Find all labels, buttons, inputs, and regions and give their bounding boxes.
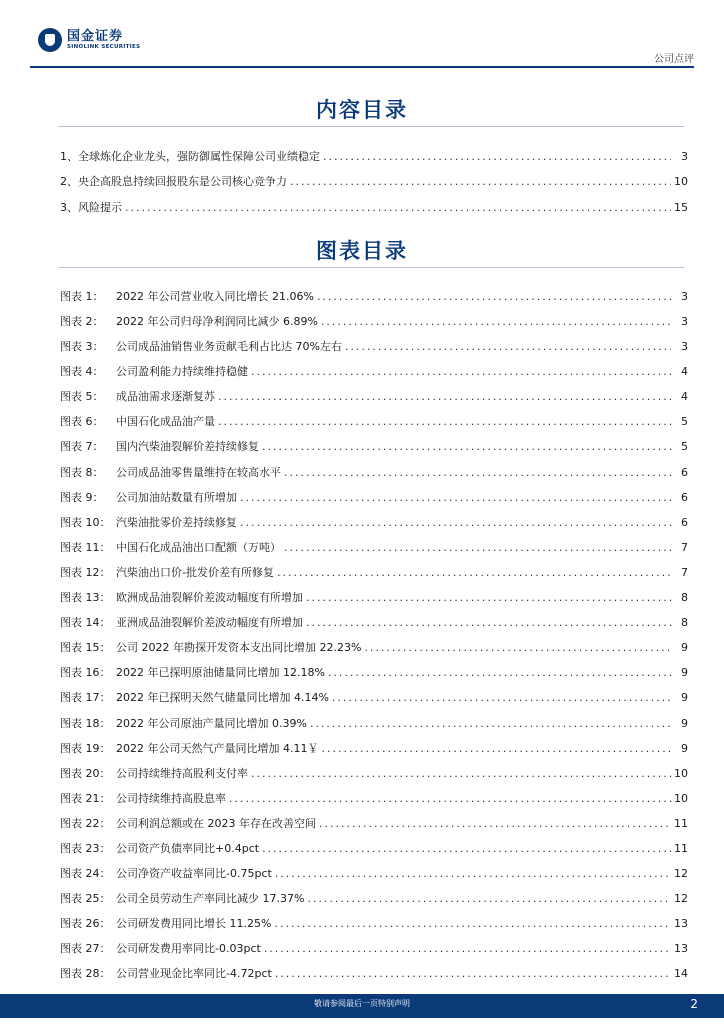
figure-entry-id: 图表 22： [60, 816, 111, 830]
toc-entry-page: 3 [681, 150, 688, 164]
figure-entry-id: 图表 8： [60, 465, 104, 479]
leader-dots [262, 440, 671, 453]
figure-entry-id: 图表 18： [60, 716, 111, 730]
figure-entry[interactable] [60, 705, 688, 730]
page-number: 2 [690, 997, 698, 1011]
leader-dots [328, 666, 671, 679]
figure-entry[interactable] [60, 454, 688, 479]
figure-entry-text: 公司净资产收益率同比-0.75pct [116, 867, 272, 881]
leader-dots [240, 491, 671, 504]
figures-title: 图表目录 [316, 238, 408, 263]
figure-entry-text: 公司资产负债率同比+0.4pct [116, 841, 260, 855]
figure-entry-label [60, 340, 342, 353]
leader-dots [307, 892, 671, 905]
header-divider [30, 66, 694, 68]
figure-entry-id: 图表 23： [60, 841, 111, 855]
leader-dots [275, 967, 671, 980]
figure-entry[interactable] [60, 554, 688, 579]
figure-entry-page: 9 [681, 641, 688, 655]
figure-entry-page: 9 [681, 691, 688, 705]
figure-entry-text: 公司研发费用率同比-0.03pct [116, 942, 261, 956]
figure-entry-id: 图表 5： [60, 390, 104, 404]
toc-entry[interactable] [60, 189, 688, 214]
figure-entry-page: 7 [681, 565, 688, 579]
figure-entry-id: 图表 10： [60, 515, 111, 529]
figure-entry-text: 公司成品油零售量维持在较高水平 [116, 465, 281, 479]
figure-entry-label [60, 842, 259, 855]
leader-dots [240, 516, 671, 529]
figure-entry-label [60, 365, 248, 378]
figure-entry[interactable] [60, 855, 688, 880]
figure-entry[interactable] [60, 378, 688, 403]
logo-company-name-en: SINOLINK SECURITIES [67, 43, 141, 50]
figure-entry-label [60, 491, 237, 504]
figure-entry-label [60, 892, 304, 905]
figure-entry-label [60, 917, 271, 930]
figure-entry-text: 公司营业现金比率同比-4.72pct [116, 967, 272, 981]
figure-entry-text: 公司全员劳动生产率同比减少 17.37% [116, 892, 305, 906]
figure-entry-label [60, 466, 281, 479]
figure-entry-label [60, 616, 303, 629]
figure-entry[interactable] [60, 654, 688, 679]
toc-entry[interactable] [60, 138, 688, 163]
figure-entry-label [60, 742, 318, 755]
figure-entry-id: 图表 13： [60, 591, 111, 605]
figure-entry-page: 9 [681, 741, 688, 755]
figure-entry-page: 13 [674, 917, 688, 931]
figure-entry[interactable] [60, 278, 688, 303]
figure-entry-page: 11 [674, 841, 688, 855]
leader-dots [218, 390, 671, 403]
figure-entry-text: 中国石化成品油产量 [116, 415, 215, 429]
leader-dots [262, 842, 671, 855]
figure-entry[interactable] [60, 529, 688, 554]
figure-entry-id: 图表 2： [60, 315, 104, 328]
figure-entry-label [60, 942, 261, 955]
figure-entry-text: 2022 年已探明天然气储量同比增加 4.14% [116, 691, 329, 705]
figure-entry-id: 图表 21： [60, 791, 111, 805]
figure-entry[interactable] [60, 303, 688, 328]
figure-entry-id: 图表 14： [60, 616, 111, 630]
figure-entry-page: 9 [681, 716, 688, 730]
figure-entry-id: 图表 3： [60, 340, 104, 354]
toc-entry-page: 10 [674, 175, 688, 189]
figure-entry[interactable] [60, 579, 688, 604]
figure-entry-label [60, 541, 281, 554]
toc-title: 内容目录 [316, 97, 408, 122]
figure-entry[interactable] [60, 353, 688, 378]
leader-dots [229, 792, 671, 805]
leader-dots [306, 616, 671, 629]
figure-entry-id: 图表 17： [60, 691, 111, 705]
leader-dots [317, 290, 671, 303]
figure-entry[interactable] [60, 930, 688, 955]
footer-disclaimer: 敬请参阅最后一页特别声明 [314, 999, 410, 1008]
figure-entry-id: 图表 15： [60, 641, 111, 655]
leader-dots [310, 717, 671, 730]
figure-entry-page: 4 [681, 390, 688, 404]
figure-entry-id: 图表 20： [60, 766, 111, 780]
contents-list [60, 138, 688, 214]
figure-entry-page: 13 [674, 942, 688, 956]
figure-entry-page: 4 [681, 365, 688, 379]
figure-entry-id: 图表 19： [60, 741, 111, 755]
figure-entry-page: 3 [681, 315, 688, 328]
figure-entry-text: 公司持续维持高股息率 [116, 791, 226, 805]
leader-dots [321, 315, 671, 328]
figure-entry-label [60, 440, 259, 453]
figure-entry-text: 2022 年公司营业收入同比增长 21.06% [116, 289, 314, 303]
figure-entry-page: 10 [674, 766, 688, 780]
figure-entry-id: 图表 28： [60, 967, 111, 981]
figure-entry-label [60, 290, 314, 303]
figure-entry-label [60, 666, 325, 679]
figure-entry-label [60, 717, 307, 730]
figure-entry-label [60, 767, 248, 780]
figure-entry-label [60, 792, 226, 805]
figure-entry[interactable] [60, 880, 688, 905]
figure-entry-label [60, 591, 303, 604]
figure-entry-text: 公司盈利能力持续维持稳健 [116, 365, 248, 379]
logo-text [67, 30, 140, 51]
figure-entry-page: 8 [681, 616, 688, 630]
leader-dots [277, 566, 671, 579]
figure-entry-text: 成品油需求逐渐复苏 [116, 390, 215, 404]
figure-entry[interactable] [60, 479, 688, 504]
figure-entry-id: 图表 9： [60, 490, 104, 504]
leader-dots [218, 415, 671, 428]
figure-entry-text: 公司加油站数量有所增加 [116, 490, 237, 504]
figure-entry-label [60, 967, 272, 980]
figure-entry-text: 公司持续维持高股利支付率 [116, 766, 248, 780]
figure-entry-id: 图表 11： [60, 540, 111, 554]
figure-entry-label [60, 415, 215, 428]
leader-dots [125, 201, 671, 214]
leader-dots [306, 591, 671, 604]
figure-entry-page: 10 [674, 791, 688, 805]
figure-entry[interactable] [60, 780, 688, 805]
figure-entry-text: 国内汽柴油裂解价差持续修复 [116, 440, 259, 454]
figure-entry-page: 12 [674, 867, 688, 881]
toc-entry-page: 15 [674, 200, 688, 214]
leader-dots [345, 340, 671, 353]
figure-entry-id: 图表 1： [60, 289, 104, 303]
figure-entry-label [60, 817, 316, 830]
figure-entry[interactable] [60, 730, 688, 755]
leader-dots [274, 917, 671, 930]
figure-entry-id: 图表 4： [60, 365, 104, 379]
figure-entry-text: 中国石化成品油出口配额（万吨） [116, 540, 281, 554]
figure-entry-page: 5 [681, 415, 688, 429]
leader-dots [364, 641, 671, 654]
figure-entry-page: 6 [681, 465, 688, 479]
figure-entry-page: 14 [674, 967, 688, 981]
leader-dots [332, 691, 671, 704]
toc-entry-label: 1、全球炼化企业龙头，强防御属性保障公司业绩稳定 [60, 150, 320, 164]
figure-entry-page: 3 [681, 340, 688, 354]
leader-dots [323, 150, 671, 163]
figure-entry-text: 2022 年公司天然气产量同比增加 4.11￥ [116, 741, 319, 755]
toc-entry[interactable] [60, 163, 688, 188]
figure-entry-text: 汽柴油批零价差持续修复 [116, 515, 237, 529]
leader-dots [290, 175, 671, 188]
leader-dots [284, 541, 671, 554]
figure-entry[interactable] [60, 629, 688, 654]
figure-entry-id: 图表 6： [60, 415, 104, 429]
figure-entry-label [60, 566, 274, 579]
figure-entry[interactable] [60, 830, 688, 855]
figures-list [60, 278, 688, 981]
figure-entry[interactable] [60, 956, 688, 981]
document-type: 公司点评 [654, 54, 694, 65]
figure-entry-label [60, 315, 318, 328]
figure-entry-label [60, 516, 237, 529]
figure-entry[interactable] [60, 504, 688, 529]
footer-bar [0, 994, 724, 1018]
figure-entry[interactable] [60, 755, 688, 780]
leader-dots [251, 767, 671, 780]
figure-entry-label [60, 641, 361, 654]
figure-entry-page: 8 [681, 591, 688, 605]
figure-entry-id: 图表 7： [60, 440, 104, 454]
leader-dots [251, 365, 671, 378]
figure-entry-id: 图表 26： [60, 917, 111, 931]
leader-dots [321, 742, 671, 755]
figure-entry-id: 图表 25： [60, 892, 111, 906]
figure-entry-page: 9 [681, 666, 688, 680]
figure-entry[interactable] [60, 680, 688, 705]
figure-entry-id: 图表 16： [60, 666, 111, 680]
figure-entry-id: 图表 24： [60, 867, 111, 881]
toc-entry-label: 2、央企高股息持续回报股东是公司核心竞争力 [60, 175, 287, 189]
figure-entry[interactable] [60, 604, 688, 629]
figure-entry-text: 公司成品油销售业务贡献毛利占比达 70%左右 [116, 340, 342, 354]
figure-entry-page: 3 [681, 289, 688, 303]
figure-entry-text: 汽柴油出口价-批发价差有所修复 [116, 565, 274, 579]
figure-entry[interactable] [60, 328, 688, 353]
leader-dots [319, 817, 671, 830]
figure-entry-id: 图表 12： [60, 565, 111, 579]
figure-entry-page: 6 [681, 515, 688, 529]
leader-dots [284, 466, 671, 479]
leader-dots [264, 942, 671, 955]
figure-entry-text: 公司 2022 年勘探开发资本支出同比增加 22.23% [116, 641, 362, 655]
figure-entry-text: 公司利润总额或在 2023 年存在改善空间 [116, 816, 316, 830]
figure-entry-page: 11 [674, 816, 688, 830]
figure-entry[interactable] [60, 429, 688, 454]
leader-dots [275, 867, 671, 880]
figure-entry[interactable] [60, 905, 688, 930]
figures-title-divider [58, 267, 684, 268]
figure-entry-label [60, 691, 329, 704]
figure-entry-page: 7 [681, 540, 688, 554]
toc-entry-label: 3、风险提示 [60, 200, 122, 214]
figure-entry-id: 图表 27： [60, 942, 111, 956]
figure-entry[interactable] [60, 403, 688, 428]
logo-mark-icon [38, 28, 62, 52]
logo-company-name: 国金证券 [67, 28, 124, 44]
toc-title-divider [58, 126, 684, 127]
figure-entry-text: 欧洲成品油裂解价差波动幅度有所增加 [116, 591, 303, 605]
figure-entry-text: 2022 年已探明原油储量同比增加 12.18% [116, 666, 325, 680]
figure-entry[interactable] [60, 805, 688, 830]
figure-entry-text: 2022 年公司归母净利润同比减少 6.89% [116, 315, 318, 328]
figure-entry-page: 12 [674, 892, 688, 906]
company-logo [38, 28, 140, 52]
figure-entry-page: 5 [681, 440, 688, 454]
figure-entry-label [60, 867, 272, 880]
figure-entry-page: 6 [681, 490, 688, 504]
figure-entry-label [60, 390, 215, 403]
figure-entry-text: 公司研发费用同比增长 11.25% [116, 917, 272, 931]
figure-entry-text: 2022 年公司原油产量同比增加 0.39% [116, 716, 307, 730]
figure-entry-text: 亚洲成品油裂解价差波动幅度有所增加 [116, 616, 303, 630]
